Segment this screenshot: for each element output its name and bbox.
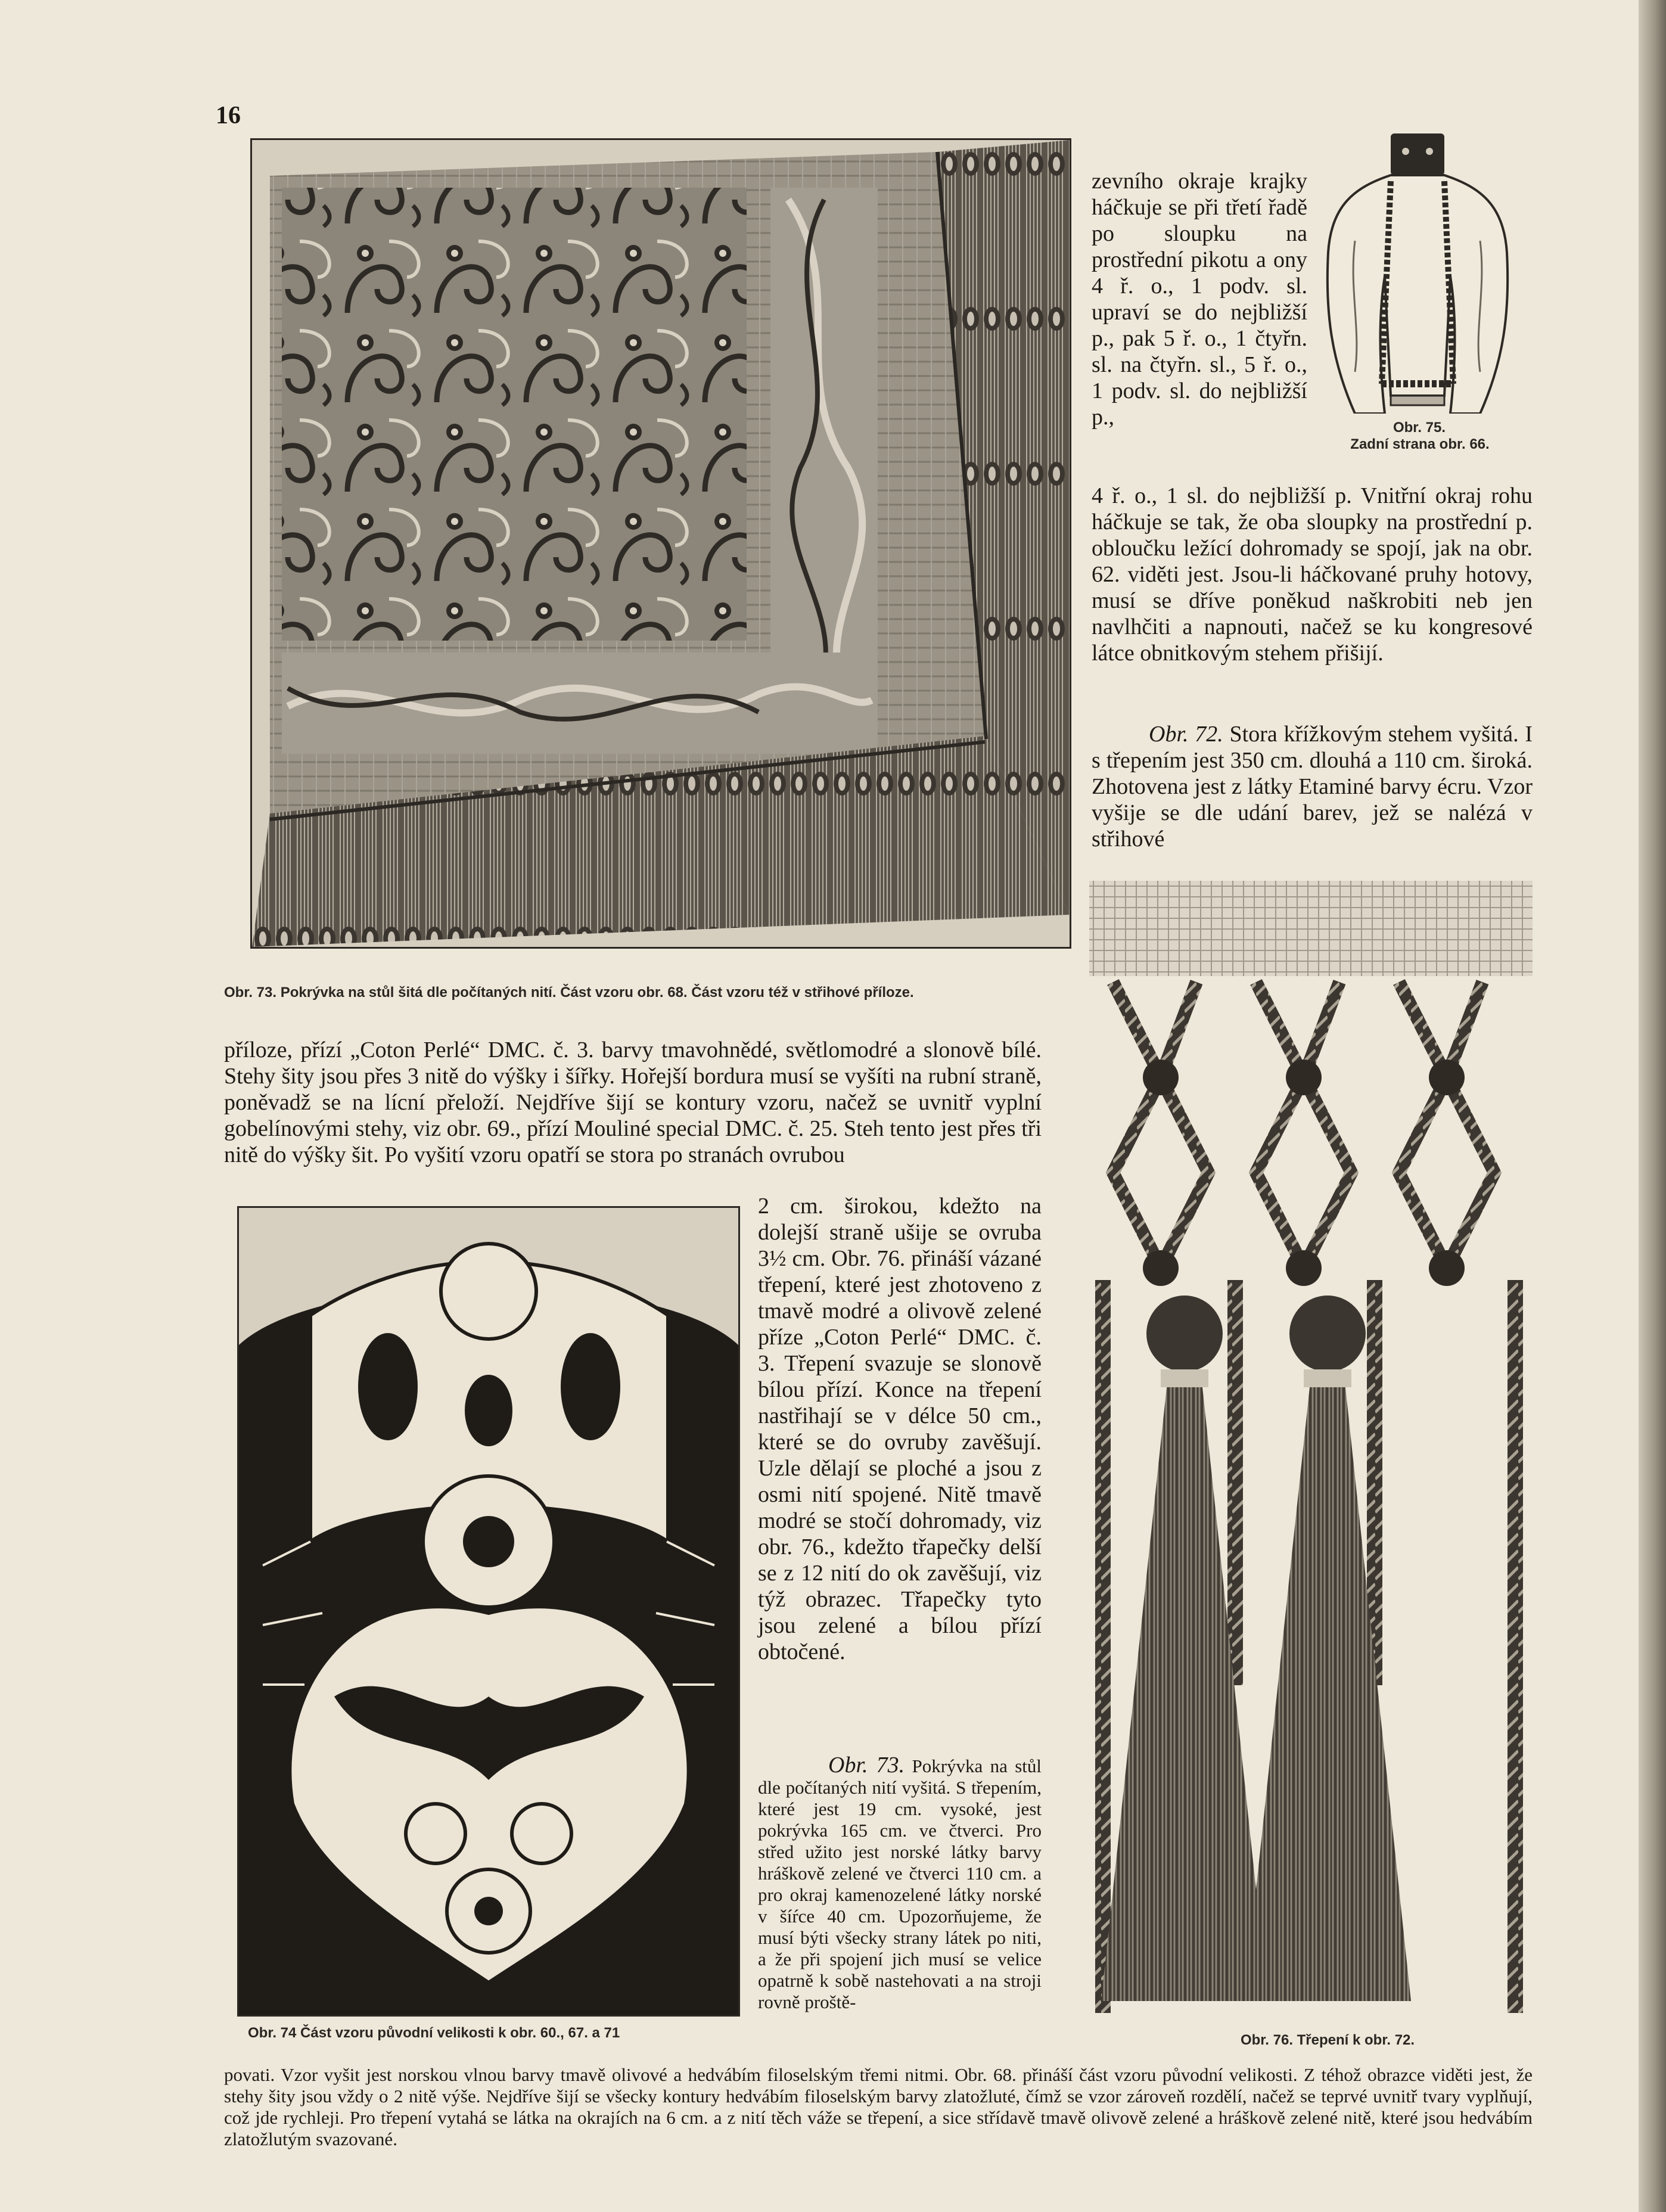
figure-75-label: Obr. 75. xyxy=(1393,420,1446,436)
obr73-label: Obr. 73. xyxy=(828,1753,905,1778)
text-col-right-narrow: zevního okraje krajky háčkuje se při třetí řadě po sloupku na prostřední pikotu a ony 4 ř. o., 1 podv. sl. upraví se do nejbližší p., pak 5 ř. o., 1 čtyřn. sl. na čtyřn. sl., 5 ř. o., 1 podv. sl. do nejbližší p., xyxy=(1092,169,1307,430)
figure-76-caption: Obr. 76. Třepení k obr. 72. xyxy=(1240,2032,1415,2048)
figure-74-caption: Obr. 74 Část vzoru původní velikosti k obr. 60., 67. a 71 xyxy=(248,2025,620,2041)
text-main-para: příloze, přízí „Coton Perlé“ DMC. č. 3. barvy tmavohnědé, světlomodré a slonově bílé. Stehy šity jsou přes 3 nitě do výšky i šířky. Hořejší bordura musí se vyšíti na rubní straně, poněvadž se na lícní přeloží. Nejdříve šijí se kontury vzoru, načež se uvnitř vyplní gobelínovými stehy, viz obr. 69., přízí Mouliné special DMC. č. 25. Steh tento jest přes tři nitě do výšky šit. Po vyšití vzoru opatří se stora po stranách ovrubou xyxy=(224,1037,1042,1167)
figure-73-image xyxy=(250,138,1071,949)
text-obr73-para xyxy=(758,1754,1042,2013)
page-number: 16 xyxy=(216,102,241,129)
blouse-back-illustration xyxy=(1319,133,1516,414)
fringe-illustration xyxy=(1077,881,1533,2031)
table-cover-illustration xyxy=(252,140,1070,947)
figure-75-image xyxy=(1319,133,1516,414)
figure-74-image xyxy=(237,1206,740,2017)
text-mid-col: 2 cm. širokou, kdežto na dolejší straně ušije se ovruba 3½ cm. Obr. 76. přináší vázané třepení, které jest zhotoveno z tmavě modré a olivově zelené příze „Coton Perlé“ DMC. č. 3. Třepení svazuje se slonově bílou přízí. Konce na třepení nastřihají se v délce 50 cm., které se do ovruby zavěšují. Uzle dělají se ploché a jsou z osmi nití spojené. Nitě tmavě modré se stočí dohromady, viz obr. 76., kdežto třapečky delší se z 12 nití do ok zavěšují, viz týž obrazec. Třapečky tyto jsou zelené a bílou přízí obtočené. xyxy=(758,1194,1042,1664)
figure-76-image xyxy=(1077,881,1533,2031)
lace-pattern-illustration xyxy=(239,1208,738,2015)
obr73-text: Pokrývka na stůl dle počítaných nití vyšitá. S třepením, které jest 19 cm. vysoké, jest pokrývka 165 cm. ve čtverci. Pro střed užito jest norské látky barvy hráškově zelené ve čtverci 110 cm. a pro okraj kamenozelené látky norské v šíŕce 40 cm. Upozorňujeme, že musí býti všecky strany látek po niti, a že při spojení jich musí se velice opatrně k sobě nastehovati a na stroji rovně proště- xyxy=(758,1756,1042,2012)
text-bottom-para: povati. Vzor vyšit jest norskou vlnou barvy tmavě olivové a hedvábím filoselským třemi nitmi. Obr. 68. přináší část vzoru původní velikosti. Z téhož obrazce viděti jest, že stehy šity jsou vždy o 2 nitě výše. Nejdříve šijí se všecky kontury hedvábím filoselským barvy zlatožluté, čímž se vzor zároveň rozdělí, načež se teprvé uvnitř tvary vyplňují, což jde rychleji. Pro třepení vytahá se látka na okrajích na 6 cm. a z nití těch váže se třepení, a sice střídavě tmavě olivově zelené a hráškově zelené nitě, které jsou hedvábím zlatožlutým svazované. xyxy=(224,2064,1533,2149)
book-spine-shadow xyxy=(1639,0,1666,2212)
text-obr72-para xyxy=(1092,721,1533,852)
figure-73-caption: Obr. 73. Pokrývka na stůl šitá dle počítaných nití. Část vzoru obr. 68. Část vzoru též v střihové příloze. xyxy=(224,984,914,1001)
text-col-right-wide: 4 ř. o., 1 sl. do nejbližší p. Vnitřní okraj rohu háčkuje se tak, že oba sloupky na prostřední p. obloučku ležící dohromady se spojí, jak na obr. 62. viděti jest. Jsou-li háčkované pruhy hotovy, musí se dříve poněkud naškrobiti neb jen navlhčiti a napnouti, načež se ku kongresové látce obnitkovým stehem přišijí. xyxy=(1092,483,1533,666)
figure-75-caption: Zadní strana obr. 66. xyxy=(1350,436,1490,452)
obr72-label: Obr. 72. xyxy=(1149,722,1223,747)
obr72-text: Stora křížkovým stehem vyšitá. I s třepením jest 350 cm. dlouhá a 110 cm. široká. Zhotovena jest z látky Etaminé barvy écru. Vzor vyšije se dle udání barev, jež se nalézá v střihové xyxy=(1092,722,1533,852)
